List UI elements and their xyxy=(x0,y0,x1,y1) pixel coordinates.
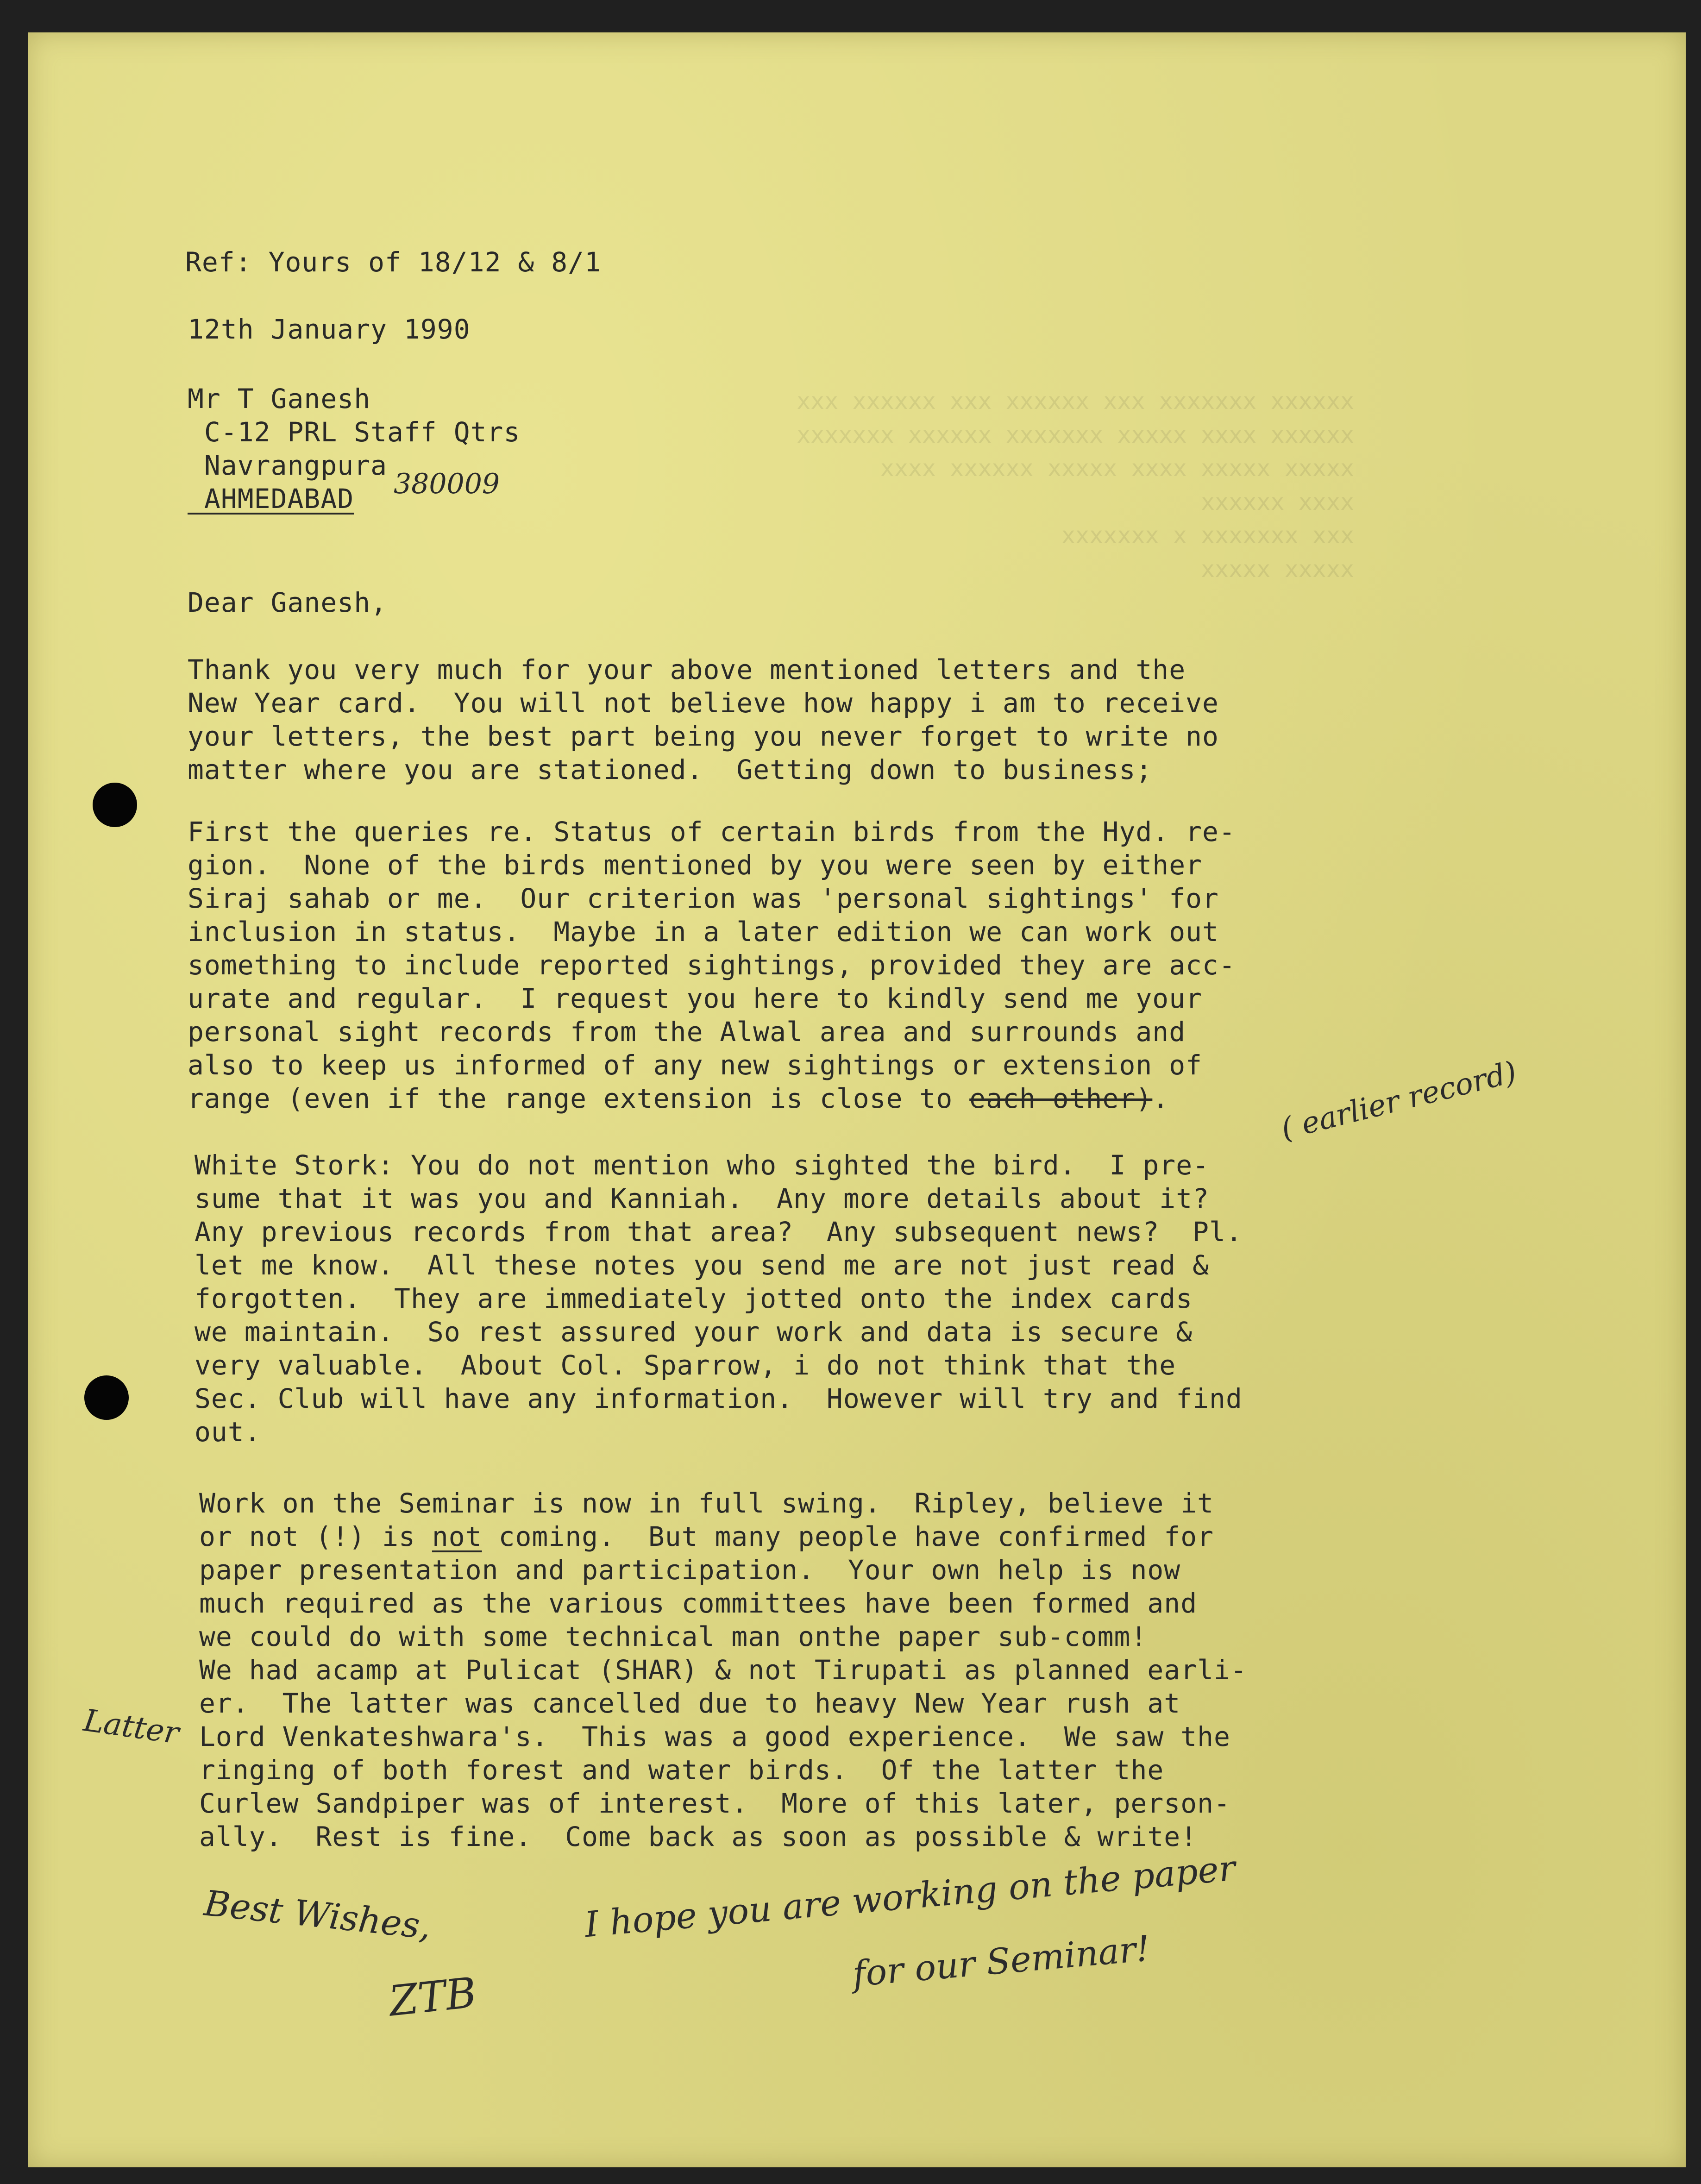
text-fragment: or not (!) is xyxy=(199,1521,432,1552)
handwritten-postscript-line: I hope you are working on the paper xyxy=(583,1847,1237,1946)
address-line: Navrangpura xyxy=(188,450,388,481)
text-fragment: coming. But many people have confirmed for xyxy=(482,1521,1214,1552)
text-line: Any previous records from that area? Any subsequent news? Pl. xyxy=(195,1216,1243,1248)
text-line: Thank you very much for your above mentioned letters and the xyxy=(188,654,1186,685)
handwritten-margin-note: Latter xyxy=(81,1702,182,1751)
text-line: paper presentation and participation. Your own help is now xyxy=(199,1554,1181,1586)
paragraph-seminar xyxy=(199,1487,1247,1853)
text-line: We had acamp at Pulicat (SHAR) & not Tirupati as planned earli- xyxy=(199,1654,1247,1686)
handwritten-postscript-line: for our Seminar! xyxy=(851,1927,1152,1995)
handwritten-signature: ZTB xyxy=(387,1968,479,2026)
letter-page xyxy=(28,32,1686,2167)
text-line: First the queries re. Status of certain birds from the Hyd. re- xyxy=(188,816,1236,847)
text-line: forgotten. They are immediately jotted onto the index cards xyxy=(195,1283,1193,1314)
underlined-word: not xyxy=(432,1521,482,1552)
text-line: ringing of both forest and water birds. Of the latter the xyxy=(199,1754,1164,1786)
text-line-with-correction xyxy=(188,1082,1236,1115)
reference-line: Ref: Yours of 18/12 & 8/1 xyxy=(185,246,601,278)
address-city: AHMEDABAD xyxy=(188,483,354,515)
text-line: Work on the Seminar is now in full swing. Ripley, believe it xyxy=(199,1487,1214,1519)
text-line: let me know. All these notes you send me are not just read & xyxy=(195,1249,1210,1281)
address-line: Mr T Ganesh xyxy=(188,383,371,414)
text-line: er. The latter was cancelled due to heavy New Year rush at xyxy=(199,1688,1181,1719)
punch-hole-top xyxy=(93,783,137,827)
text-line: New Year card. You will not believe how happy i am to receive xyxy=(188,687,1219,719)
text-line: out. xyxy=(195,1416,261,1448)
punch-hole-bottom xyxy=(84,1375,129,1420)
text-line: personal sight records from the Alwal area and surrounds and xyxy=(188,1016,1186,1048)
text-line: urate and regular. I request you here to kindly send me your xyxy=(188,983,1203,1014)
text-line: Sec. Club will have any information. However will try and find xyxy=(195,1383,1243,1414)
text-line: something to include reported sightings, provided they are acc- xyxy=(188,949,1236,981)
text-line: sume that it was you and Kanniah. Any more details about it? xyxy=(195,1183,1210,1214)
paragraph-thanks xyxy=(188,653,1219,786)
text-line: much required as the various committees have been formed and xyxy=(199,1588,1198,1619)
text-line-with-underline xyxy=(199,1520,1247,1553)
text-line: we maintain. So rest assured your work and data is secure & xyxy=(195,1316,1193,1348)
text-fragment: range (even if the range extension is close to xyxy=(188,1083,970,1114)
text-line: also to keep us informed of any new sightings or extension of xyxy=(188,1049,1203,1081)
text-fragment: . xyxy=(1152,1083,1169,1114)
letter-date: 12th January 1990 xyxy=(188,314,471,345)
handwritten-pin-code: 380009 xyxy=(394,468,500,500)
paragraph-white-stork xyxy=(195,1148,1243,1449)
text-line: very valuable. About Col. Sparrow, i do not think that the xyxy=(195,1349,1176,1381)
handwritten-insertion: ( earlier record) xyxy=(1277,1055,1520,1147)
text-line: Lord Venkateshwara's. This was a good experience. We saw the xyxy=(199,1721,1230,1752)
bleed-through-text: xxxxxx xxxxxxx xxx xxxxxx xxx xxxxxx xxx xxxxxx xxxx xxxxx xxxxxxx xxxxxx xxxxxxx xxxxx xxxxx xxxx xxxxx xxxxxx xxxx xxxx xxxxxx xxx xxxxxxx x xxxxxxx xxxxx xxxxx xyxy=(797,388,1355,583)
text-line: White Stork: You do not mention who sighted the bird. I pre- xyxy=(195,1149,1210,1181)
struck-text: each other) xyxy=(969,1083,1153,1114)
address-line: C-12 PRL Staff Qtrs xyxy=(188,416,521,448)
text-line: your letters, the best part being you never forget to write no xyxy=(188,721,1219,752)
text-line: matter where you are stationed. Getting down to business; xyxy=(188,754,1153,785)
text-line: Curlew Sandpiper was of interest. More of this later, person- xyxy=(199,1788,1230,1819)
handwritten-closing: Best Wishes, xyxy=(202,1882,433,1947)
paragraph-status-queries xyxy=(188,815,1236,1115)
text-line: we could do with some technical man onthe paper sub-comm! xyxy=(199,1621,1148,1652)
text-line: Siraj sahab or me. Our criterion was 'personal sightings' for xyxy=(188,883,1219,914)
text-line: ally. Rest is fine. Come back as soon as possible & write! xyxy=(199,1821,1198,1852)
text-line: gion. None of the birds mentioned by you were seen by either xyxy=(188,849,1203,881)
salutation: Dear Ganesh, xyxy=(188,587,388,618)
text-line: inclusion in status. Maybe in a later edition we can work out xyxy=(188,916,1219,948)
